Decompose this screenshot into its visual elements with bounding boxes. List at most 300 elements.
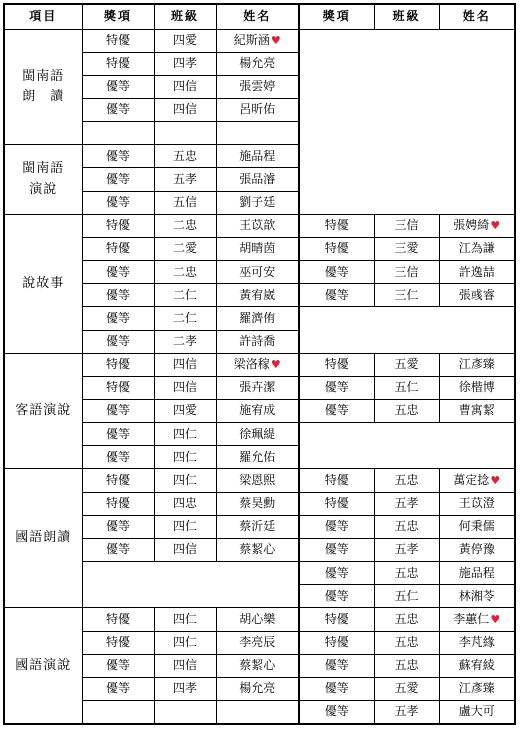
name-cell	[216, 75, 299, 98]
award-cell-right	[299, 284, 374, 307]
award-cell-right	[299, 701, 374, 724]
table-row	[4, 608, 515, 631]
cell-text: 江彥臻	[458, 681, 495, 696]
award-cell-right	[299, 400, 374, 423]
cell-text: 五忠	[394, 403, 419, 418]
category-label: 演說	[29, 181, 58, 197]
cell-text: 五忠	[394, 635, 419, 650]
name-cell-right	[439, 538, 515, 561]
category-label: 朗 讀	[22, 88, 65, 104]
cell-text: 優等	[324, 565, 349, 580]
table-row	[4, 29, 515, 52]
award-cell	[82, 98, 154, 121]
cell-text: 徐珮緹	[239, 426, 276, 441]
class-cell	[154, 75, 216, 98]
name-cell	[216, 284, 299, 307]
cell-text: 林湘苓	[458, 588, 495, 603]
category-label: 閩南語	[22, 68, 65, 84]
category-label: 說故事	[22, 275, 65, 291]
cell-text: 江為謙	[458, 241, 495, 256]
cell-text: 三仁	[394, 287, 419, 302]
cell-text: 四信	[172, 380, 197, 395]
name-cell	[216, 145, 299, 168]
class-cell-right	[374, 654, 439, 677]
class-cell-right	[374, 237, 439, 260]
header-name-right: 姓名	[439, 4, 515, 29]
award-cell-right	[299, 469, 374, 492]
name-cell-right	[439, 701, 515, 724]
award-cell-right	[299, 214, 374, 237]
class-cell-right	[374, 261, 439, 284]
category-label: 閩南語	[22, 161, 65, 177]
cell-text: 特優	[105, 380, 130, 395]
name-cell	[216, 330, 299, 353]
name-cell-right	[439, 376, 515, 399]
cell-text: 特優	[105, 635, 130, 650]
class-cell-right	[374, 214, 439, 237]
award-cell-right	[299, 492, 374, 515]
award-cell-right	[299, 376, 374, 399]
award-cell-right	[299, 585, 374, 608]
class-cell	[154, 608, 216, 631]
class-cell-right	[374, 585, 439, 608]
class-cell	[154, 515, 216, 538]
cell-text: 優等	[105, 449, 130, 464]
cell-text: 優等	[324, 264, 349, 279]
class-cell	[154, 284, 216, 307]
cell-text: 四信	[172, 658, 197, 673]
name-cell	[216, 400, 299, 423]
cell-text: 江彥臻	[458, 357, 495, 372]
award-cell	[82, 29, 154, 52]
award-cell-right	[299, 538, 374, 561]
award-cell	[82, 122, 154, 145]
class-cell	[154, 191, 216, 214]
cell-text: 張品濬	[239, 171, 276, 186]
cell-text: 李芃緣	[458, 635, 495, 650]
cell-text: 四信	[172, 79, 197, 94]
cell-text: 蘇宥綾	[458, 658, 495, 673]
cell-text: 優等	[324, 380, 349, 395]
empty-right-block	[299, 423, 515, 469]
cell-text: 三愛	[394, 241, 419, 256]
cell-text: 五孝	[394, 542, 419, 557]
header-row	[4, 4, 515, 29]
header-item: 項目	[4, 4, 82, 29]
class-cell-right	[374, 376, 439, 399]
name-cell	[216, 98, 299, 121]
cell-text: 特優	[324, 472, 349, 487]
award-cell	[82, 307, 154, 330]
cell-text: 特優	[324, 357, 349, 372]
cell-text: 四愛	[172, 403, 197, 418]
class-cell	[154, 330, 216, 353]
cell-text: 蔡絜心	[239, 658, 276, 673]
class-cell	[154, 677, 216, 700]
cell-text: 四信	[172, 357, 197, 372]
name-cell	[216, 237, 299, 260]
cell-text: 特優	[105, 357, 130, 372]
name-cell-right	[439, 677, 515, 700]
class-cell-right	[374, 562, 439, 585]
award-table-container	[3, 3, 514, 725]
cell-text: 羅濟侑	[239, 310, 276, 325]
cell-text: 四仁	[172, 611, 197, 626]
award-cell-right	[299, 654, 374, 677]
cell-text: 五忠	[394, 519, 419, 534]
table-row	[4, 214, 515, 237]
name-cell	[216, 191, 299, 214]
cell-text: 優等	[105, 195, 130, 210]
class-cell	[154, 423, 216, 446]
cell-text: 張雲婷	[239, 79, 276, 94]
name-cell	[216, 52, 299, 75]
cell-text: 特優	[324, 635, 349, 650]
cell-text: 特優	[324, 241, 349, 256]
category-cell	[4, 145, 82, 214]
cell-text: 王苡澄	[458, 496, 495, 511]
cell-text: 蔡沂廷	[239, 519, 276, 534]
cell-text: 張卉潔	[239, 380, 276, 395]
cell-text: 三信	[394, 218, 419, 233]
cell-text: 萬定捻	[453, 472, 490, 487]
award-cell	[82, 214, 154, 237]
cell-text: 張彧睿	[458, 287, 495, 302]
cell-text: 呂昕佑	[239, 102, 276, 117]
name-cell	[216, 261, 299, 284]
table-row	[4, 353, 515, 376]
cell-text: 五忠	[394, 658, 419, 673]
award-cell	[82, 237, 154, 260]
cell-text: 特優	[105, 241, 130, 256]
heart-icon: ♥	[270, 33, 281, 47]
class-cell-right	[374, 515, 439, 538]
name-cell-right	[439, 631, 515, 654]
class-cell	[154, 307, 216, 330]
cell-text: 李亮辰	[239, 635, 276, 650]
cell-text: 優等	[105, 148, 130, 163]
cell-text: 五信	[172, 195, 197, 210]
class-cell	[154, 446, 216, 469]
cell-text: 特優	[105, 472, 130, 487]
name-cell	[216, 446, 299, 469]
cell-text: 特優	[105, 611, 130, 626]
name-cell	[216, 515, 299, 538]
class-cell	[154, 469, 216, 492]
award-cell	[82, 515, 154, 538]
award-cell-right	[299, 353, 374, 376]
award-cell	[82, 376, 154, 399]
award-cell-right	[299, 677, 374, 700]
name-cell	[216, 423, 299, 446]
empty-right-block	[299, 29, 515, 214]
cell-text: 特優	[105, 32, 130, 47]
name-cell-right	[439, 284, 515, 307]
heart-icon: ♥	[270, 358, 281, 372]
cell-text: 胡心樂	[239, 611, 276, 626]
class-cell-right	[374, 284, 439, 307]
award-cell	[82, 446, 154, 469]
name-cell-right	[439, 608, 515, 631]
table-body	[4, 29, 515, 724]
cell-text: 優等	[105, 102, 130, 117]
category-cell	[4, 469, 82, 608]
cell-text: 優等	[105, 171, 130, 186]
class-cell	[154, 492, 216, 515]
cell-text: 五忠	[172, 148, 197, 163]
cell-text: 許詩喬	[239, 334, 276, 349]
name-cell	[216, 701, 299, 724]
name-cell-right	[439, 515, 515, 538]
award-table	[3, 3, 516, 725]
name-cell	[216, 168, 299, 191]
name-cell	[216, 376, 299, 399]
category-cell	[4, 608, 82, 724]
class-cell	[154, 654, 216, 677]
cell-text: 五忠	[394, 565, 419, 580]
cell-text: 胡晴茵	[239, 241, 276, 256]
cell-text: 羅允佑	[239, 449, 276, 464]
class-cell	[154, 400, 216, 423]
class-cell	[154, 376, 216, 399]
award-cell	[82, 353, 154, 376]
cell-text: 五孝	[172, 171, 197, 186]
cell-text: 優等	[105, 264, 130, 279]
cell-text: 四仁	[172, 472, 197, 487]
heart-icon: ♥	[490, 473, 501, 487]
table-row	[4, 469, 515, 492]
cell-text: 特優	[324, 611, 349, 626]
cell-text: 優等	[105, 426, 130, 441]
cell-text: 蔡絜心	[239, 542, 276, 557]
cell-text: 許逸喆	[458, 264, 495, 279]
award-cell	[82, 284, 154, 307]
cell-text: 優等	[105, 542, 130, 557]
class-cell-right	[374, 469, 439, 492]
cell-text: 紀斯涵	[233, 32, 270, 47]
empty-left-block	[82, 562, 299, 608]
class-cell	[154, 214, 216, 237]
cell-text: 二忠	[172, 218, 197, 233]
award-cell-right	[299, 631, 374, 654]
name-cell	[216, 353, 299, 376]
category-cell	[4, 214, 82, 353]
cell-text: 優等	[324, 681, 349, 696]
cell-text: 優等	[324, 542, 349, 557]
name-cell-right	[439, 214, 515, 237]
cell-text: 二仁	[172, 310, 197, 325]
cell-text: 王苡歆	[239, 218, 276, 233]
award-cell	[82, 677, 154, 700]
cell-text: 優等	[324, 403, 349, 418]
empty-right-block	[299, 307, 515, 353]
cell-text: 黃停豫	[458, 542, 495, 557]
cell-text: 楊允亮	[239, 56, 276, 71]
cell-text: 施宥成	[239, 403, 276, 418]
name-cell	[216, 631, 299, 654]
class-cell	[154, 52, 216, 75]
cell-text: 特優	[324, 218, 349, 233]
award-cell	[82, 701, 154, 724]
name-cell	[216, 492, 299, 515]
heart-icon: ♥	[490, 612, 501, 626]
class-cell	[154, 353, 216, 376]
cell-text: 施品程	[458, 565, 495, 580]
name-cell	[216, 538, 299, 561]
cell-text: 優等	[105, 310, 130, 325]
class-cell	[154, 261, 216, 284]
award-cell	[82, 631, 154, 654]
cell-text: 四仁	[172, 519, 197, 534]
cell-text: 五孝	[394, 704, 419, 719]
award-cell-right	[299, 261, 374, 284]
cell-text: 二忠	[172, 264, 197, 279]
category-cell	[4, 29, 82, 145]
award-cell	[82, 492, 154, 515]
cell-text: 特優	[105, 56, 130, 71]
award-cell-right	[299, 515, 374, 538]
award-cell-right	[299, 562, 374, 585]
cell-text: 李蕙仁	[453, 611, 490, 626]
cell-text: 特優	[324, 496, 349, 511]
name-cell-right	[439, 469, 515, 492]
award-cell	[82, 330, 154, 353]
cell-text: 四孝	[172, 56, 197, 71]
award-cell	[82, 608, 154, 631]
cell-text: 優等	[324, 704, 349, 719]
cell-text: 四仁	[172, 426, 197, 441]
cell-text: 四仁	[172, 635, 197, 650]
cell-text: 五仁	[394, 380, 419, 395]
cell-text: 何秉儒	[458, 519, 495, 534]
class-cell	[154, 701, 216, 724]
class-cell	[154, 122, 216, 145]
cell-text: 三信	[394, 264, 419, 279]
award-cell	[82, 423, 154, 446]
award-cell	[82, 261, 154, 284]
name-cell-right	[439, 237, 515, 260]
class-cell-right	[374, 608, 439, 631]
header-class-left: 班級	[154, 4, 216, 29]
class-cell	[154, 631, 216, 654]
award-cell	[82, 52, 154, 75]
name-cell-right	[439, 562, 515, 585]
name-cell-right	[439, 400, 515, 423]
award-cell	[82, 168, 154, 191]
class-cell	[154, 538, 216, 561]
cell-text: 五愛	[394, 357, 419, 372]
name-cell	[216, 214, 299, 237]
award-cell	[82, 400, 154, 423]
name-cell-right	[439, 654, 515, 677]
name-cell-right	[439, 353, 515, 376]
award-cell-right	[299, 608, 374, 631]
cell-text: 優等	[324, 588, 349, 603]
cell-text: 施品程	[239, 148, 276, 163]
cell-text: 優等	[105, 79, 130, 94]
cell-text: 優等	[324, 519, 349, 534]
cell-text: 特優	[105, 218, 130, 233]
cell-text: 四信	[172, 102, 197, 117]
cell-text: 二愛	[172, 241, 197, 256]
heart-icon: ♥	[490, 219, 501, 233]
class-cell-right	[374, 538, 439, 561]
name-cell	[216, 469, 299, 492]
class-cell-right	[374, 492, 439, 515]
cell-text: 四仁	[172, 449, 197, 464]
cell-text: 徐楷博	[458, 380, 495, 395]
cell-text: 四孝	[172, 681, 197, 696]
cell-text: 五忠	[394, 472, 419, 487]
name-cell	[216, 29, 299, 52]
cell-text: 優等	[105, 681, 130, 696]
cell-text: 優等	[324, 658, 349, 673]
award-cell	[82, 538, 154, 561]
cell-text: 二孝	[172, 334, 197, 349]
class-cell-right	[374, 677, 439, 700]
cell-text: 優等	[105, 403, 130, 418]
cell-text: 優等	[105, 287, 130, 302]
cell-text: 特優	[105, 496, 130, 511]
category-cell	[4, 353, 82, 469]
class-cell-right	[374, 400, 439, 423]
cell-text: 蔡昊勳	[239, 496, 276, 511]
award-cell	[82, 469, 154, 492]
name-cell-right	[439, 492, 515, 515]
name-cell	[216, 677, 299, 700]
class-cell	[154, 237, 216, 260]
category-label: 國語演說	[15, 657, 72, 673]
cell-text: 優等	[105, 334, 130, 349]
award-cell	[82, 75, 154, 98]
name-cell	[216, 122, 299, 145]
cell-text: 五愛	[394, 681, 419, 696]
cell-text: 五忠	[394, 611, 419, 626]
name-cell-right	[439, 261, 515, 284]
award-cell	[82, 654, 154, 677]
cell-text: 劉子廷	[239, 195, 276, 210]
class-cell	[154, 145, 216, 168]
cell-text: 黃宥崴	[239, 287, 276, 302]
cell-text: 優等	[105, 658, 130, 673]
cell-text: 曹寓絜	[458, 403, 495, 418]
category-label: 國語朗讀	[15, 530, 72, 546]
header-class-right: 班級	[374, 4, 439, 29]
class-cell-right	[374, 353, 439, 376]
cell-text: 五孝	[394, 496, 419, 511]
cell-text: 五仁	[394, 588, 419, 603]
name-cell	[216, 608, 299, 631]
category-label: 客語演說	[15, 402, 72, 418]
cell-text: 四忠	[172, 496, 197, 511]
award-cell	[82, 191, 154, 214]
cell-text: 梁恩熙	[239, 472, 276, 487]
class-cell	[154, 29, 216, 52]
class-cell-right	[374, 701, 439, 724]
cell-text: 優等	[324, 287, 349, 302]
class-cell	[154, 168, 216, 191]
cell-text: 四信	[172, 542, 197, 557]
award-cell-right	[299, 237, 374, 260]
name-cell-right	[439, 585, 515, 608]
name-cell	[216, 307, 299, 330]
header-award-right: 獎項	[299, 4, 374, 29]
cell-text: 巫可安	[239, 264, 276, 279]
cell-text: 優等	[105, 519, 130, 534]
header-name-left: 姓名	[216, 4, 299, 29]
cell-text: 二仁	[172, 287, 197, 302]
name-cell	[216, 654, 299, 677]
